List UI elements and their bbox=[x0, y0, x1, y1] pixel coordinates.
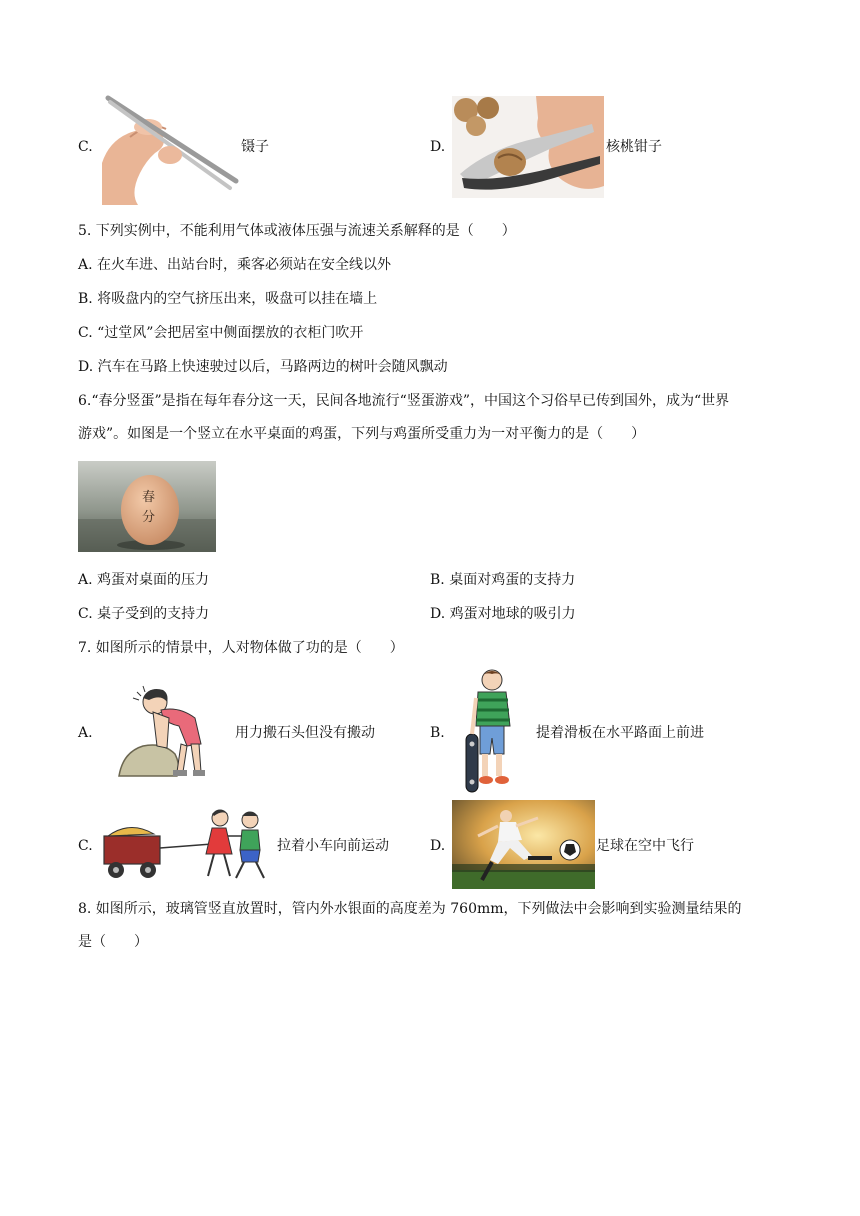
q5-option-c: C. “过堂风”会把居室中侧面摆放的衣柜门吹开 bbox=[78, 325, 364, 341]
q6-option-c: C. 桌子受到的支持力 bbox=[78, 606, 210, 622]
tweezers-image bbox=[100, 93, 240, 205]
egg-text-chun: 春 bbox=[142, 490, 156, 505]
q4-option-d-text: 核桃钳子 bbox=[606, 139, 662, 155]
q4-option-d-letter: D. bbox=[430, 139, 446, 155]
q7-stem: 7. 如图所示的情景中，人对物体做了功的是（ ） bbox=[78, 640, 404, 656]
q8-stem-line1: 8. 如图所示，玻璃管竖直放置时，管内外水银面的高度差为 760mm，下列做法中会影响到实验测量结果的 bbox=[78, 901, 742, 917]
q6-option-b: B. 桌面对鸡蛋的支持力 bbox=[430, 572, 576, 588]
children-pulling-cart-image bbox=[100, 806, 272, 884]
q6-option-d: D. 鸡蛋对地球的吸引力 bbox=[430, 606, 576, 622]
q5-option-b: B. 将吸盘内的空气挤压出来，吸盘可以挂在墙上 bbox=[78, 291, 378, 307]
walnut-cracker-image bbox=[452, 96, 604, 198]
q5-stem: 5. 下列实例中，不能利用气体或液体压强与流速关系解释的是（ ） bbox=[78, 223, 516, 239]
boy-with-skateboard-image bbox=[464, 668, 520, 796]
q7-option-b-letter: B. bbox=[430, 725, 445, 741]
football-player-image bbox=[452, 800, 595, 889]
q6-stem-line2: 游戏”。如图是一个竖立在水平桌面的鸡蛋，下列与鸡蛋所受重力为一对平衡力的是（ ） bbox=[78, 426, 646, 442]
q7-option-a-letter: A. bbox=[78, 725, 93, 741]
egg-text-fen: 分 bbox=[142, 510, 156, 525]
q6-stem-line1: 6.“春分竖蛋”是指在每年春分这一天，民间各地流行“竖蛋游戏”，中国这个习俗早已传到国外，成为“世界 bbox=[78, 393, 730, 409]
q7-option-c-text: 拉着小车向前运动 bbox=[277, 838, 389, 854]
q4-option-c-text: 镊子 bbox=[241, 139, 269, 155]
q5-option-d: D. 汽车在马路上快速驶过以后，马路两边的树叶会随风飘动 bbox=[78, 359, 448, 375]
q7-option-d-text: 足球在空中飞行 bbox=[596, 838, 694, 854]
q8-stem-line2: 是（ ） bbox=[78, 934, 148, 950]
girl-pushing-rock-image bbox=[117, 684, 207, 780]
q7-option-a-text: 用力搬石头但没有搬动 bbox=[235, 725, 375, 741]
q7-option-b-text: 提着滑板在水平路面上前进 bbox=[536, 725, 704, 741]
q5-option-a: A. 在火车进、出站台时，乘客必须站在安全线以外 bbox=[78, 257, 392, 273]
egg-photo bbox=[78, 461, 216, 552]
q7-option-d-letter: D. bbox=[430, 838, 446, 854]
q6-option-a: A. 鸡蛋对桌面的压力 bbox=[78, 572, 210, 588]
q7-option-c-letter: C. bbox=[78, 838, 93, 854]
q4-option-c-letter: C. bbox=[78, 139, 93, 155]
